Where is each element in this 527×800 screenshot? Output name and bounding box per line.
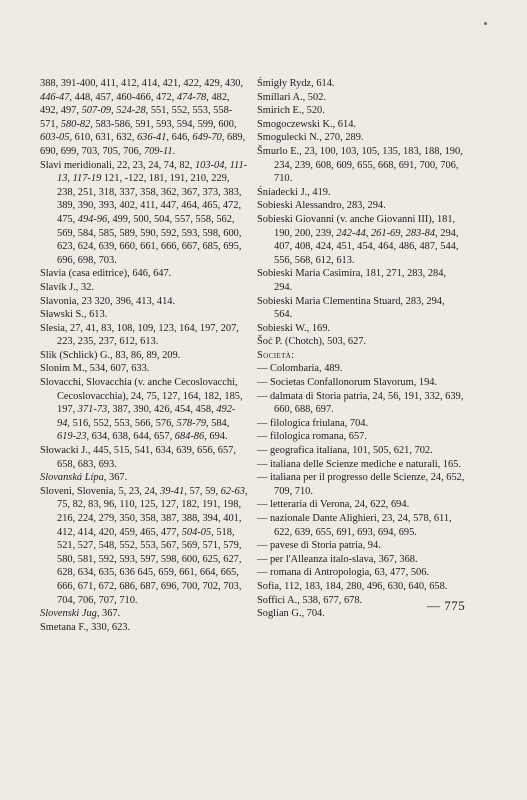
index-entry-text: ,	[111, 105, 117, 117]
index-entry-text: Slik (Schlick) G., 83, 86, 89, 209.	[40, 349, 181, 361]
index-entry	[257, 498, 465, 512]
index-entry-text: — italiana per il progresso delle Scienze, 24, 652, 709, 710.	[257, 472, 465, 497]
index-entry-text: Sofia, 112, 183, 184, 280, 496, 630, 640, 658.	[257, 580, 448, 592]
index-entry-italic-text: 524-28	[116, 105, 146, 117]
index-entry-text: ,	[400, 227, 406, 239]
index-entry-text: ,	[224, 159, 230, 171]
index-entry	[257, 322, 465, 336]
index-entry	[257, 104, 465, 118]
index-entry-text: Śniadecki J., 419.	[257, 186, 331, 198]
index-entry	[257, 335, 465, 349]
index-entry	[257, 213, 465, 267]
index-entry	[257, 512, 465, 539]
index-entry	[40, 362, 248, 376]
index-entry	[257, 390, 465, 417]
page-number: — 775	[427, 598, 466, 613]
index-entry-text: — nazionale Dante Alighieri, 23, 24, 578, 611, 622, 639, 655, 691, 693, 694, 695.	[257, 513, 452, 538]
index-entry-text: , 634, 638, 644, 657,	[86, 431, 175, 443]
index-entry-text: , 516, 552, 553, 566, 576,	[67, 417, 177, 429]
index-entry-italic-text: 494-96	[77, 213, 108, 225]
index-entry	[40, 295, 248, 309]
index-entry	[257, 77, 465, 91]
index-entry-text: , 57, 59,	[184, 485, 221, 497]
index-entry-text: , 583-586, 591, 593, 594, 599, 600,	[90, 118, 237, 130]
index-entry-italic-text: 39-41	[160, 485, 185, 497]
index-entry-text: Soffici A., 538, 677, 678.	[257, 594, 363, 606]
index-entry-text: Smillari A., 502.	[257, 91, 326, 103]
index-entry-text: , 448, 457, 460-466, 472,	[69, 91, 177, 103]
index-entry-text: Sobieski W., 169.	[257, 322, 331, 334]
index-entry-text: 388, 391-400, 411, 412, 414, 421, 422, 429, 430,	[40, 78, 244, 89]
index-entry	[40, 376, 248, 444]
index-entry-text: Śmigły Rydz, 614.	[257, 78, 335, 89]
index-entry-text: , 518, 521, 527, 548, 552, 553, 567, 569, 571, 579, 580, 581, 592, 593, 597, 598, 600, 625, 627, 628, 634, 635, 636 645, 659, 661, 664, 665, 666, 671, 672, 686, 687, 696, 700, 702, 703, 704, 706, 707, 710.	[57, 526, 242, 606]
index-entry	[40, 607, 248, 621]
index-entry-text: , 482, 492, 497,	[40, 91, 230, 117]
index-entry-text: , 646,	[166, 132, 193, 144]
index-entry-text: ,	[67, 173, 73, 185]
index-entry	[40, 281, 248, 295]
index-entry-italic-text: 603-05	[40, 132, 70, 144]
index-entry-italic-text: 103-04	[194, 159, 225, 171]
index-entry-italic-text: 62-63	[220, 485, 245, 497]
index-entry-text: — pavese di Storia patria, 94.	[257, 540, 381, 552]
index-entry-italic-text: 492-94	[57, 404, 236, 429]
index-entry-text: , 294, 407, 408, 424, 451, 454, 464, 486, 487, 544, 556, 568, 612, 613.	[274, 227, 459, 266]
index-entry-text: , 367.	[103, 472, 128, 484]
index-entry	[257, 458, 465, 472]
index-entry-text: Slavi meridionali, 22, 23, 24, 74, 82,	[40, 159, 195, 171]
index-entry-italic-text: 578-79	[176, 417, 206, 429]
index-entry-text: Sobieski Maria Clementina Stuard, 283, 294, 564.	[257, 295, 445, 321]
index-entry	[40, 349, 248, 363]
index-entry-text: Slavia (casa editrice), 646, 647.	[40, 268, 172, 280]
index-entry-italic-text: 709-11	[143, 145, 173, 157]
index-entry-text: Smetana F., 330, 623.	[40, 621, 131, 633]
index-entry-text: Smirich E., 520.	[257, 105, 325, 117]
index-entry	[40, 471, 248, 485]
index-column-left	[40, 77, 248, 634]
index-column-right	[257, 77, 465, 621]
index-entry-text: Slavík J., 32.	[40, 281, 94, 293]
index-entry-italic-text: Slovenski Jug	[40, 608, 97, 620]
index-entry-text: — filologica romana, 657.	[257, 431, 367, 443]
index-entry-text: Slavonia, 23 320, 396, 413, 414.	[40, 295, 176, 307]
index-entry	[257, 539, 465, 553]
index-entry	[257, 186, 465, 200]
index-entry-text: Slonim M., 534, 607, 633.	[40, 363, 150, 375]
index-entry-text: — Colombaria, 489.	[257, 363, 343, 375]
index-entry	[257, 430, 465, 444]
index-entry	[257, 444, 465, 458]
index-entry-italic-text: 474-78	[176, 91, 207, 103]
index-entry	[257, 566, 465, 580]
index-entry-italic-text: 242-44	[336, 227, 366, 239]
index-entry-text: — italiana delle Scienze mediche e naturali, 165.	[257, 458, 461, 470]
index-entry-text: .	[172, 145, 176, 157]
index-entry-italic-text: 684-86	[174, 431, 205, 443]
index-entry	[257, 199, 465, 213]
index-entry	[257, 553, 465, 567]
index-entry-text: Soglian G., 704.	[257, 608, 325, 620]
index-entry-text: Słowacki J., 445, 515, 541, 634, 639, 656, 657, 658, 683, 693.	[40, 445, 236, 470]
index-entry	[40, 159, 248, 268]
index-entry-text: Sobieski Giovanni (v. anche Giovanni III), 181, 190, 200, 239,	[257, 213, 456, 239]
index-entry-italic-text: Slovanská Lípa	[40, 472, 104, 484]
index-entry	[257, 118, 465, 132]
speck-mark	[484, 22, 487, 25]
index-entry-text: , 610, 631, 632,	[69, 132, 137, 144]
index-entry-italic-text: 507-09	[81, 105, 111, 117]
index-entry	[257, 295, 465, 322]
index-entry	[40, 308, 248, 322]
index-entry-text: , 367.	[96, 608, 121, 620]
index-entry-text: — dalmata di Storia patria, 24, 56, 191, 332, 639, 660, 688, 697.	[257, 390, 464, 416]
index-entry-text: :	[291, 349, 295, 361]
index-entry	[257, 267, 465, 294]
index-entry	[257, 362, 465, 376]
index-entry	[40, 322, 248, 349]
index-entry-text: , 75, 82, 83, 96, 110, 125, 127, 182, 191, 198, 216, 224, 279, 350, 358, 387, 388, 394, 401, 412, 414, 420, 459, 465, 477,	[57, 485, 248, 538]
index-entry-italic-text: 283-84	[405, 227, 436, 239]
index-entry-italic-text: 111-13	[57, 159, 248, 185]
index-entry-text: Slovacchi, Slovacchia (v. anche Cecoslovacchi, Cecoslovacchia), 24, 75, 127, 164, 182, 185, 197,	[40, 377, 243, 416]
index-entry-text: — geografica italiana, 101, 505, 621, 702.	[257, 445, 433, 457]
index-entry-italic-text: 117-19	[72, 173, 102, 185]
index-entry-text: , 584,	[205, 417, 230, 429]
index-entry-text: Smogulecki N., 270, 289.	[257, 132, 364, 144]
index-entry	[257, 417, 465, 431]
index-entry-text: Sławski S., 613.	[40, 309, 108, 321]
index-entry-text: , 387, 390, 426, 454, 458,	[107, 404, 217, 416]
index-entry-text: Slesia, 27, 41, 83, 108, 109, 123, 164, 197, 207, 223, 235, 237, 612, 613.	[40, 322, 239, 348]
index-entry	[40, 444, 248, 471]
index-entry-text: , 694.	[204, 431, 228, 443]
index-entry-text: Sobieski Maria Casimira, 181, 271, 283, 284, 294.	[257, 268, 447, 293]
index-entry-text: Sloveni, Slovenia, 5, 23, 24,	[40, 485, 161, 497]
index-entry	[40, 77, 248, 159]
index-entry	[257, 580, 465, 594]
index-entry	[257, 91, 465, 105]
index-entry	[257, 145, 465, 186]
index-entry-italic-text: 636-41	[136, 132, 167, 144]
index-entry-text: — filologica friulana, 704.	[257, 417, 369, 429]
index-entry	[257, 471, 465, 498]
index-entry-italic-text: 446-47	[40, 91, 70, 103]
index-entry-text: — per l'Alleanza italo-slava, 367, 368.	[257, 553, 418, 565]
index-entry-italic-text: 580-82	[60, 118, 91, 130]
index-entry	[40, 267, 248, 281]
index-entry	[257, 349, 465, 363]
index-entry-italic-text: 619-23	[57, 431, 87, 443]
index-entry	[40, 621, 248, 635]
index-entry-italic-text: 261-69	[370, 227, 401, 239]
index-entry-text: — letteraria di Verona, 24, 622, 694.	[257, 499, 410, 511]
index-entry-text: , 499, 500, 504, 557, 558, 562, 569, 584, 585, 589, 590, 592, 593, 598, 600, 623, 624, 639, 660, 661, 666, 667, 685, 695, 696, 698, 703.	[57, 213, 242, 266]
index-entry-text: Sobieski Alessandro, 283, 294.	[257, 200, 386, 212]
index-entry	[257, 376, 465, 390]
index-entry-text: — Societas Confallonorum Slavorum, 194.	[257, 377, 438, 389]
index-entry-text: 121, -122, 181, 191, 210, 229, 238, 251, 318, 337, 358, 362, 367, 373, 383, 389, 390, 393, 402, 411, 447, 464, 465, 472, 475,	[57, 173, 242, 225]
index-entry-text: , 689, 690, 699, 703, 705, 706,	[40, 132, 246, 157]
index-entry	[40, 485, 248, 607]
index-entry-italic-text: 649-70	[192, 132, 222, 144]
index-entry-italic-text: 504-05	[181, 526, 212, 538]
index-entry-text: — romana di Antropologia, 63, 477, 506.	[257, 567, 430, 579]
index-entry-text: Šmurlo E., 23, 100, 103, 105, 135, 183, 188, 190, 234, 239, 608, 609, 655, 668, 691, 700, 706, 710.	[257, 145, 463, 185]
index-entry-text: Šoć P. (Chotch), 503, 627.	[257, 336, 367, 348]
index-entry-text: ,	[365, 227, 371, 239]
index-entry-text: Società	[257, 349, 292, 361]
index-entry-text: Smogoczewski K., 614.	[257, 118, 356, 130]
index-entry-text: , 551, 552, 553, 558-571,	[40, 105, 233, 130]
index-entry-italic-text: 371-73	[77, 404, 108, 416]
index-entry	[257, 131, 465, 145]
